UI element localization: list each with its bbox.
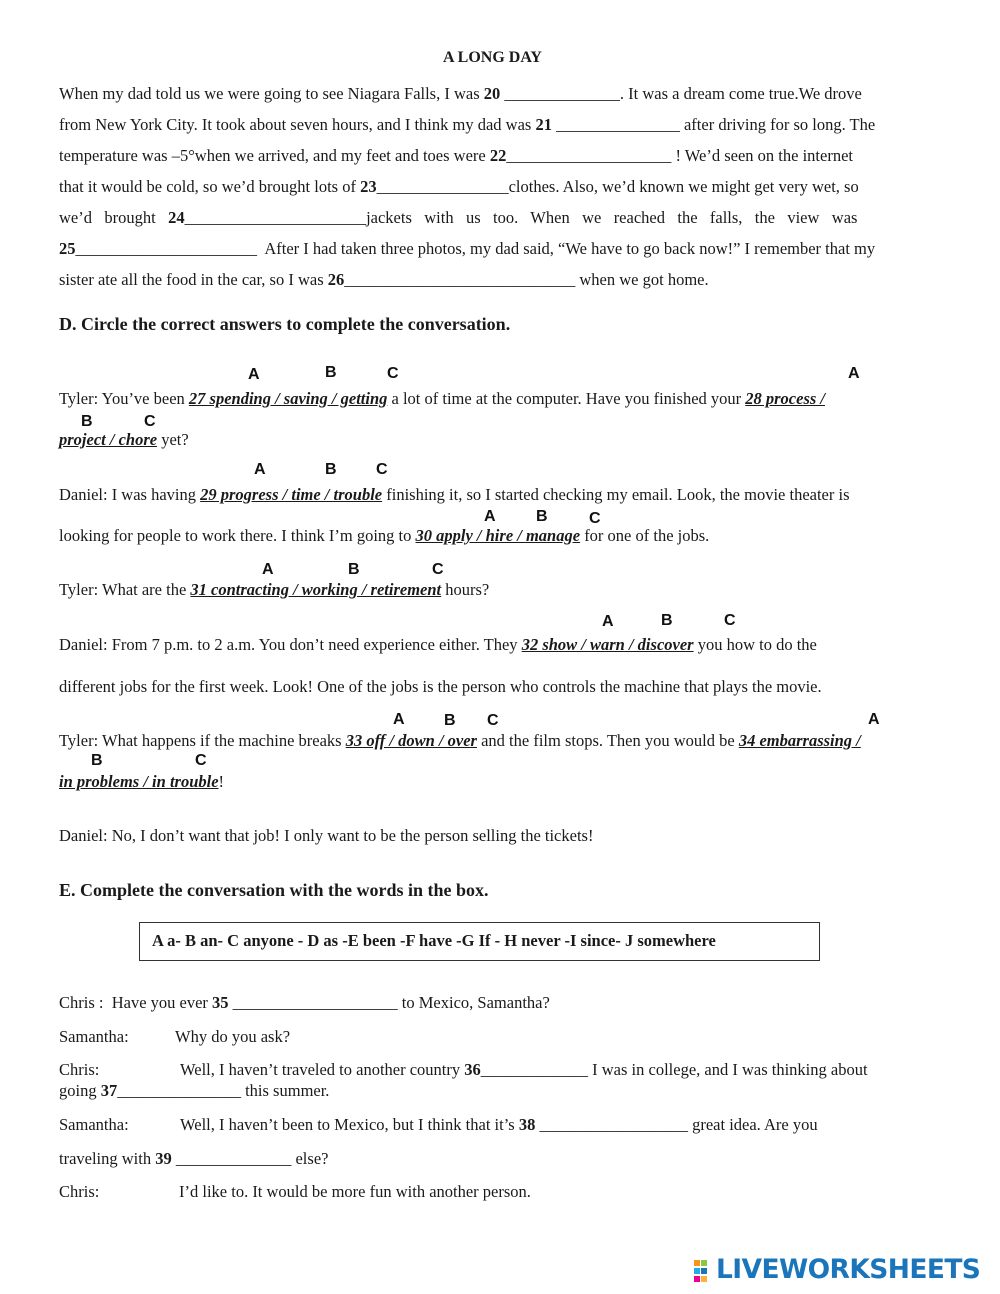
question-34-options-cont[interactable]: in problems / in trouble xyxy=(59,772,219,791)
question-31-options[interactable]: 31 contracting / working / retirement xyxy=(190,580,442,599)
section-e-heading: E. Complete the conversation with the words in the box. xyxy=(59,880,489,900)
choice-letter-33a: A xyxy=(393,711,405,728)
story-line-3: temperature was –5°when we arrived, and my feet and toes were 22____________________ ! We’d seen on the internet xyxy=(59,146,853,165)
question-28-options[interactable]: 28 process / xyxy=(745,389,826,408)
blank-20[interactable]: ______________. It was a dream come true.We drove xyxy=(500,84,862,103)
blank-39[interactable]: ______________ else? xyxy=(171,1149,329,1168)
blank-25[interactable]: ______________________ After I had taken three photos, my dad said, “We have to go back now!” I remember that my xyxy=(75,239,876,258)
story-line-7: sister ate all the food in the car, so I was 26____________________________ when we got home. xyxy=(59,270,709,289)
story-line-6: 25______________________ After I had taken three photos, my dad said, “We have to go back now!” I remember that my xyxy=(59,239,876,258)
dialogue-chris-2: Well, I haven’t traveled to another country 36_____________ I was in college, and I was thinking about xyxy=(180,1060,868,1079)
choice-letter-30c: C xyxy=(589,510,601,527)
word-box-text: A a- B an- C anyone - D as -E been -F have -G If - H never -I since- J somewhere xyxy=(152,931,716,950)
choice-letter-33c: C xyxy=(487,712,499,729)
blank-23[interactable]: ________________clothes. Also, we’d known we might get very wet, so xyxy=(376,177,859,196)
blank-22[interactable]: ____________________ ! We’d seen on the internet xyxy=(506,146,853,165)
speaker-chris-2: Chris: xyxy=(59,1060,100,1079)
story-line-5: we’d brought 24______________________jackets with us too. When we reached the falls, the view was xyxy=(59,208,858,227)
blank-35[interactable]: ____________________ to Mexico, Samantha? xyxy=(228,993,550,1012)
choice-letter-32a: A xyxy=(602,613,614,630)
logo-wordmark: LIVEWORKSHEETS xyxy=(716,1254,981,1285)
dialogue-daniel-2: Daniel: From 7 p.m. to 2 a.m. You don’t need experience either. They 32 show / warn / discover you how to do the xyxy=(59,635,817,654)
choice-letter-34a: A xyxy=(868,711,880,728)
word-box xyxy=(139,922,820,961)
choice-letter-27a: A xyxy=(248,366,260,383)
choice-letter-30a: A xyxy=(484,508,496,525)
choice-letter-34b: B xyxy=(91,752,103,769)
speaker-samantha-1: Samantha: xyxy=(59,1027,129,1046)
dialogue-samantha-2-cont: traveling with 39 ______________ else? xyxy=(59,1149,329,1168)
dialogue-tyler-3-cont: in problems / in trouble! xyxy=(59,772,225,791)
dialogue-daniel-2-cont: different jobs for the first week. Look! One of the jobs is the person who controls the machine that plays the movie. xyxy=(59,677,822,696)
choice-letter-29a: A xyxy=(254,461,266,478)
choice-letter-27c: C xyxy=(387,365,399,382)
choice-letter-32b: B xyxy=(661,612,673,629)
dialogue-tyler-3: Tyler: What happens if the machine breaks 33 off / down / over and the film stops. Then you would be 34 embarrassing / xyxy=(59,731,861,750)
blank-37[interactable]: _______________ this summer. xyxy=(117,1081,330,1100)
blank-26[interactable]: ____________________________ when we got home. xyxy=(344,270,709,289)
question-27-options[interactable]: 27 spending / saving / getting xyxy=(188,389,388,408)
liveworksheets-logo xyxy=(694,1256,990,1286)
story-line-1: When my dad told us we were going to see Niagara Falls, I was 20 ______________. It was a dream come true.We drove xyxy=(59,84,862,103)
choice-letter-32c: C xyxy=(724,612,736,629)
dialogue-chris-4: I’d like to. It would be more fun with another person. xyxy=(179,1182,531,1201)
dialogue-samantha-1: Why do you ask? xyxy=(175,1027,291,1046)
question-34-options[interactable]: 34 embarrassing / xyxy=(738,731,861,750)
story-line-2: from New York City. It took about seven hours, and I think my dad was 21 _______________ after driving for so long. The xyxy=(59,115,876,134)
choice-letter-31b: B xyxy=(348,561,360,578)
question-30-options[interactable]: 30 apply / hire / manage xyxy=(415,526,581,545)
dialogue-tyler-1: Tyler: You’ve been 27 spending / saving / getting a lot of time at the computer. Have you finished your 28 process / xyxy=(59,389,826,408)
speaker-samantha-2: Samantha: xyxy=(59,1115,129,1134)
question-29-options[interactable]: 29 progress / time / trouble xyxy=(200,485,383,504)
question-32-options[interactable]: 32 show / warn / discover xyxy=(521,635,694,654)
question-33-options[interactable]: 33 off / down / over xyxy=(345,731,477,750)
dialogue-daniel-3: Daniel: No, I don’t want that job! I only want to be the person selling the tickets! xyxy=(59,826,594,845)
choice-letter-31c: C xyxy=(432,561,444,578)
dialogue-tyler-2: Tyler: What are the 31 contracting / working / retirement hours? xyxy=(59,580,490,599)
choice-letter-33b: B xyxy=(444,712,456,729)
section-d-heading: D. Circle the correct answers to complete the conversation. xyxy=(59,314,511,334)
blank-24[interactable]: ______________________jackets with us too. When we reached the falls, the view was xyxy=(184,208,858,227)
dialogue-daniel-1-cont: looking for people to work there. I think I’m going to 30 apply / hire / manage for one of the jobs. xyxy=(59,526,710,545)
dialogue-daniel-1: Daniel: I was having 29 progress / time / trouble finishing it, so I started checking my email. Look, the movie theater is xyxy=(59,485,850,504)
blank-21[interactable]: _______________ after driving for so long. The xyxy=(551,115,876,134)
dialogue-chris-1: Chris : Have you ever 35 ____________________ to Mexico, Samantha? xyxy=(59,993,550,1012)
choice-letter-27b: B xyxy=(325,364,337,381)
question-28-options-cont[interactable]: project / chore xyxy=(59,430,158,449)
blank-38[interactable]: __________________ great idea. Are you xyxy=(535,1115,818,1134)
choice-letter-28b: B xyxy=(81,413,93,430)
blank-36[interactable]: _____________ I was in college, and I was thinking about xyxy=(480,1060,868,1079)
choice-letter-30b: B xyxy=(536,508,548,525)
dialogue-chris-2-cont: going 37_______________ this summer. xyxy=(59,1081,330,1100)
liveworksheets-mark-icon xyxy=(694,1260,714,1282)
choice-letter-29c: C xyxy=(376,461,388,478)
choice-letter-29b: B xyxy=(325,461,337,478)
dialogue-samantha-2: Well, I haven’t been to Mexico, but I think that it’s 38 __________________ great idea. Are you xyxy=(180,1115,818,1134)
choice-letter-28c: C xyxy=(144,413,156,430)
story-line-4: that it would be cold, so we’d brought lots of 23________________clothes. Also, we’d known we might get very wet, so xyxy=(59,177,859,196)
choice-letter-28a: A xyxy=(848,365,860,382)
page-title: A LONG DAY xyxy=(443,49,542,66)
dialogue-tyler-1-cont: project / chore yet? xyxy=(59,430,189,449)
speaker-chris-4: Chris: xyxy=(59,1182,100,1201)
choice-letter-31a: A xyxy=(262,561,274,578)
choice-letter-34c: C xyxy=(195,752,207,769)
